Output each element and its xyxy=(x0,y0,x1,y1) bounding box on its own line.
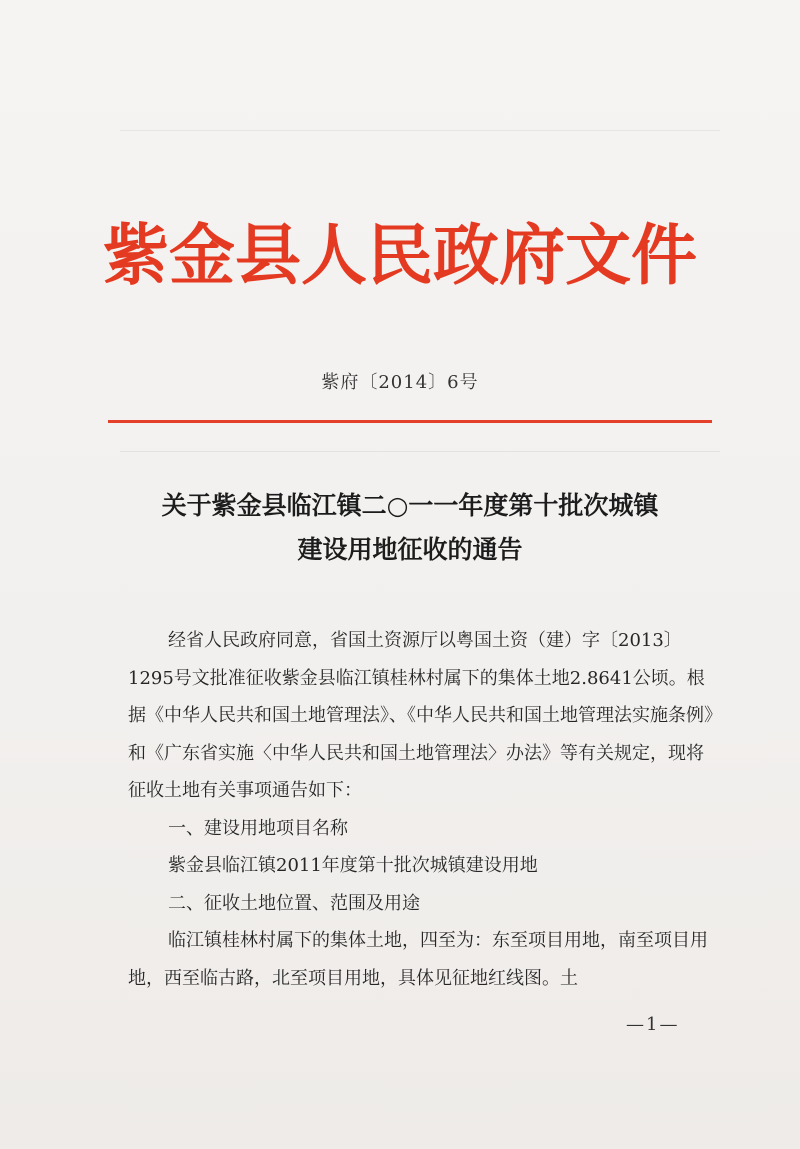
document-masthead: 紫金县人民政府文件 xyxy=(103,216,697,294)
notice-title-line-2: 建设用地征收的通告 xyxy=(297,535,523,564)
page-number: —1— xyxy=(626,1014,680,1035)
red-divider-line xyxy=(108,420,712,423)
location-paragraph: 临江镇桂林村属下的集体土地，四至为：东至项目用地，南至项目用地，西至临古路，北至项目用地，具体见征地红线图。土 xyxy=(128,930,708,989)
notice-title-line-1: 关于紫金县临江镇二○一一年度第十批次城镇 xyxy=(161,491,659,520)
section-heading-1: 一、建设用地项目名称 xyxy=(168,817,348,839)
notice-title xyxy=(110,484,710,572)
document-number: 紫府〔2014〕6号 xyxy=(321,372,479,393)
intro-paragraph: 经省人民政府同意，省国土资源厅以粤国土资（建）字〔2013〕1295号文批准征收紫金县临江镇桂林村属下的集体土地2.8641公顷。根据《中华人民共和国土地管理法》、《中华人民共和国土地管理法实施条例》和《广东省实施〈中华人民共和国土地管理法〉办法》等有关规定，现将征收土地有关事项通告如下： xyxy=(128,630,713,801)
notice-body xyxy=(128,622,718,997)
section-heading-2: 二、征收土地位置、范围及用途 xyxy=(168,892,420,914)
project-name-paragraph: 紫金县临江镇2011年度第十批次城镇建设用地 xyxy=(168,855,538,876)
